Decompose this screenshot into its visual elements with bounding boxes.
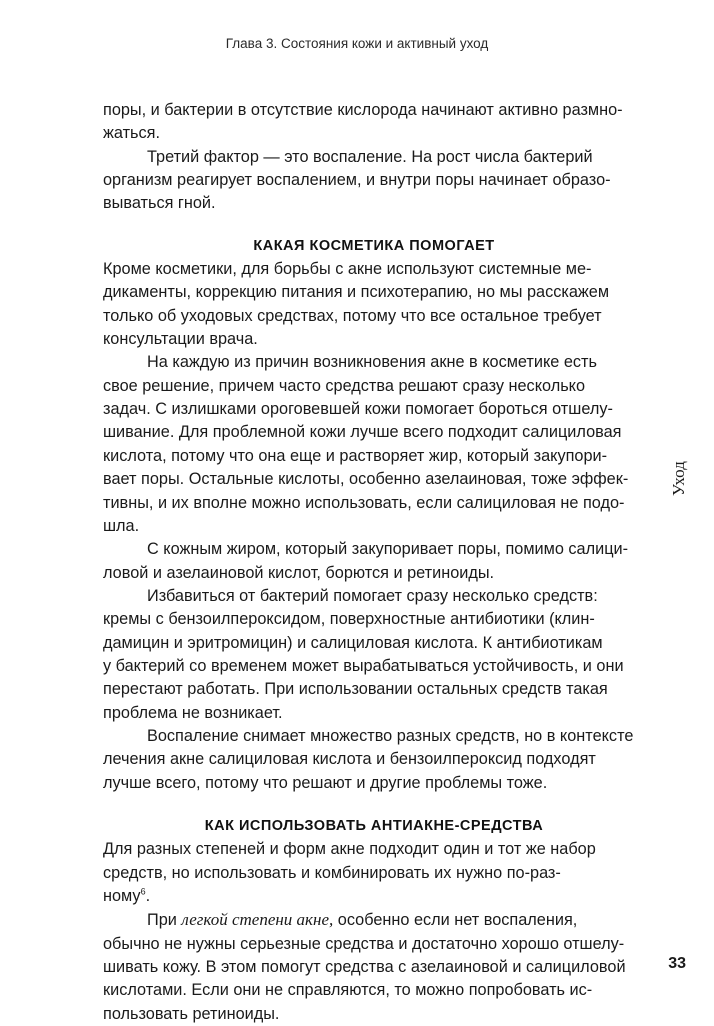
running-head: Глава 3. Состояния кожи и активный уход [225,36,489,51]
text-line: проблема не возникает. [103,703,283,722]
text-line: шивание. Для проблемной кожи лучше всего подходит салициловая [103,423,622,442]
text-line: шла. [103,516,140,535]
section-heading: КАКАЯ КОСМЕТИКА ПОМОГАЕТ [253,237,495,254]
page-body [103,99,645,1026]
text-line: С кожным жиром, который закупоривает поры, помимо салици- [147,540,629,559]
paragraph [103,538,645,585]
text-line: пользовать ретиноиды. [103,1004,280,1023]
text-line: дамицин и эритромицин) и салициловая кислота. К антибиотикам [103,633,603,652]
text-line: ному [103,887,141,905]
text-line: вает поры. Остальные кислоты, особенно азелаиновая, тоже эффек- [103,470,629,489]
text-line: тивны, и их вполне можно использовать, если салициловая не подо- [103,493,625,512]
paragraph [103,351,645,538]
emphasis: легкой степени акне, [181,910,334,930]
text-fragment: При [147,911,182,930]
paragraph [103,725,645,795]
text-line: дикаменты, коррекцию питания и психотерапию, но мы расскажем [103,283,610,302]
text-line: На каждую из причин возникновения акне в косметике есть [147,353,597,372]
text-line: лучше всего, потому что решают и другие проблемы тоже. [103,773,548,792]
text-line: жаться. [103,124,161,143]
footnote-ref: 6 [140,886,146,897]
paragraph [103,585,645,725]
text-line: Избавиться от бактерий помогает сразу несколько средств: [147,586,598,605]
paragraph [103,146,645,216]
side-tab-label: Уход [669,461,688,497]
page-number: 33 [668,955,686,972]
text-line: ловой и азелаиновой кислот, борются и ретиноиды. [103,563,495,582]
text-line: организм реагирует воспалением, и внутри поры начинает образо- [103,171,611,190]
text-line: поры, и бактерии в отсутствие кислорода начинают активно размно- [103,101,623,119]
text-line: Третий фактор — это воспаление. На рост числа бактерий [147,147,593,166]
text-line: кремы с бензоилпероксидом, поверхностные антибиотики (клин- [103,610,595,629]
text-line: обычно не нужны серьезные средства и достаточно хорошо отшелу- [103,934,625,953]
text-line: перестают работать. При использовании остальных средств такая [103,680,608,699]
text-line: Кроме косметики, для борьбы с акне используют системные ме- [103,260,592,279]
text-line: кислота, потому что она еще и растворяет жир, который закупори- [103,446,608,465]
text-fragment: особенно если нет воспаления, [333,911,578,930]
paragraph [103,908,645,1026]
paragraph [103,258,645,351]
text-line: задач. С излишками ороговевшей кожи помогает бороться отшелу- [103,400,613,419]
text-fragment: . [145,887,151,905]
text-line: Для разных степеней и форм акне подходит один и тот же набор [103,840,596,859]
text-line: вываться гной. [103,194,216,213]
text-line: средств, но использовать и комбинировать их нужно по-раз- [103,863,561,882]
text-line: консультации врача. [103,330,258,349]
text-line: шивать кожу. В этом помогут средства с азелаиновой и салициловой [103,958,626,977]
text-line: кислотами. Если они не справляются, то можно попробовать ис- [103,981,593,1000]
text-line: свое решение, причем часто средства решают сразу несколько [103,376,586,395]
section-heading: КАК ИСПОЛЬЗОВАТЬ АНТИАКНЕ-СРЕДСТВА [204,817,544,834]
text-line: у бактерий со временем может вырабатываться устойчивость, и они [103,656,624,675]
text-line: лечения акне салициловая кислота и бензоилпероксид подходят [103,750,596,769]
paragraph [103,99,645,146]
paragraph [103,838,645,908]
text-line: только об уходовых средствах, потому что все остальное требует [103,306,602,325]
text-line: Воспаление снимает множество разных средств, но в контексте [147,726,634,745]
